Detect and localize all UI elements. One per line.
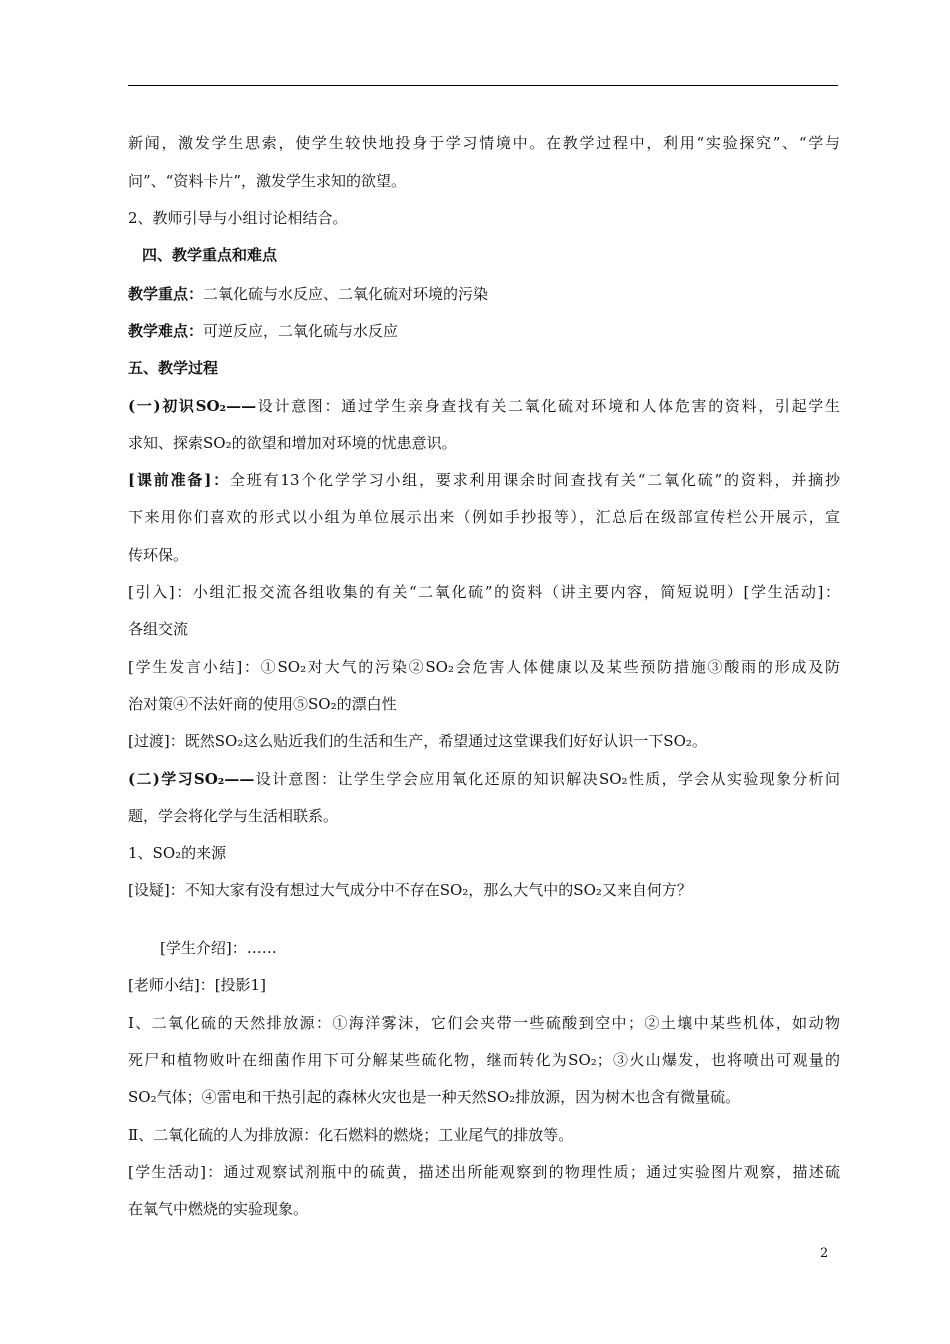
paragraph-line bbox=[128, 396, 840, 416]
subsection-text: 设计意图：通过学生亲身查找有关二氧化硫对环境和人体危害的资料，引起学生 bbox=[256, 397, 840, 415]
prep-label: [课前准备]： bbox=[128, 471, 230, 489]
paragraph-line: SO₂气体；④雷电和干热引起的森林火灾也是一种天然SO₂排放源，因为树木也含有微量硫。 bbox=[128, 1088, 741, 1106]
paragraph-line: I、二氧化硫的天然排放源：①海洋雾沫，它们会夹带一些硫酸到空中；②土壤中某些机体，如动物 bbox=[128, 1014, 840, 1032]
paragraph-line: 新闻，激发学生思索，使学生较快地投身于学习情境中。在教学过程中，利用“实验探究”、“学与 bbox=[128, 134, 840, 152]
paragraph-line: 死尸和植物败叶在细菌作用下可分解某些硫化物，继而转化为SO₂；③火山爆发，也将喷出可观量的 bbox=[128, 1051, 840, 1069]
page-number: 2 bbox=[820, 1246, 829, 1261]
list-item: 2、教师引导与小组讨论相结合。 bbox=[128, 209, 348, 227]
subsection-label: (一)初识SO₂—— bbox=[128, 397, 257, 415]
paragraph-line: 求知、探索SO₂的欲望和增加对环境的忧患意识。 bbox=[128, 434, 457, 452]
difficulty-label: 教学难点： bbox=[128, 322, 204, 340]
paragraph-line: 题，学会将化学与生活相联系。 bbox=[128, 807, 339, 825]
paragraph-line: [学生活动]：通过观察试剂瓶中的硫黄，描述出所能观察到的物理性质；通过实验图片观察，描述硫 bbox=[128, 1163, 840, 1181]
paragraph-line: 下来用你们喜欢的形式以小组为单位展示出来（例如手抄报等），汇总后在级部宣传栏公开展示，宣 bbox=[128, 508, 840, 526]
paragraph-line: [过渡]：既然SO₂这么贴近我们的生活和生产，希望通过这堂课我们好好认识一下SO₂。 bbox=[128, 732, 707, 750]
key-point-line bbox=[128, 284, 840, 304]
header-rule bbox=[128, 85, 838, 86]
paragraph-line: [设疑]：不知大家有没有想过大气成分中不存在SO₂，那么大气中的SO₂又来自何方？ bbox=[128, 881, 692, 899]
prep-text: 全班有13个化学学习小组，要求利用课余时间查找有关“二氧化硫”的资料，并摘抄 bbox=[229, 471, 840, 489]
key-point-label: 教学重点： bbox=[128, 285, 204, 303]
paragraph-line: 传环保。 bbox=[128, 546, 189, 564]
paragraph-line: [老师小结]：[投影1] bbox=[128, 976, 266, 994]
key-point-text: 二氧化硫与水反应、二氧化硫对环境的污染 bbox=[203, 285, 489, 303]
paragraph-line bbox=[128, 769, 840, 789]
difficulty-line bbox=[128, 321, 840, 341]
subsection-text: 设计意图：让学生学会应用氧化还原的知识解决SO₂性质，学会从实验现象分析问 bbox=[254, 770, 840, 788]
paragraph-line: 问”、“资料卡片”，激发学生求知的欲望。 bbox=[128, 172, 407, 190]
paragraph-line: [学生介绍]：…… bbox=[160, 939, 277, 957]
subsection-label: (二)学习SO₂—— bbox=[128, 770, 255, 788]
section-heading: 五、教学过程 bbox=[128, 359, 219, 377]
paragraph-line: [学生发言小结]：①SO₂对大气的污染②SO₂会危害人体健康以及某些预防措施③酸雨的形成及防 bbox=[128, 658, 840, 676]
paragraph-line bbox=[128, 470, 840, 490]
difficulty-text: 可逆反应，二氧化硫与水反应 bbox=[203, 322, 399, 340]
paragraph-line: 在氧气中燃烧的实验现象。 bbox=[128, 1200, 309, 1218]
list-item: 1、SO₂的来源 bbox=[128, 844, 227, 862]
paragraph-line: 各组交流 bbox=[128, 620, 189, 638]
paragraph-line: 治对策④不法奸商的使用⑤SO₂的漂白性 bbox=[128, 695, 397, 713]
paragraph-line: Ⅱ、二氧化硫的人为排放源：化石燃料的燃烧；工业尾气的排放等。 bbox=[128, 1126, 574, 1144]
section-heading: 四、教学重点和难点 bbox=[142, 246, 278, 264]
paragraph-line: [引入]：小组汇报交流各组收集的有关“二氧化硫”的资料（讲主要内容，简短说明）[学生活动]： bbox=[128, 583, 840, 601]
